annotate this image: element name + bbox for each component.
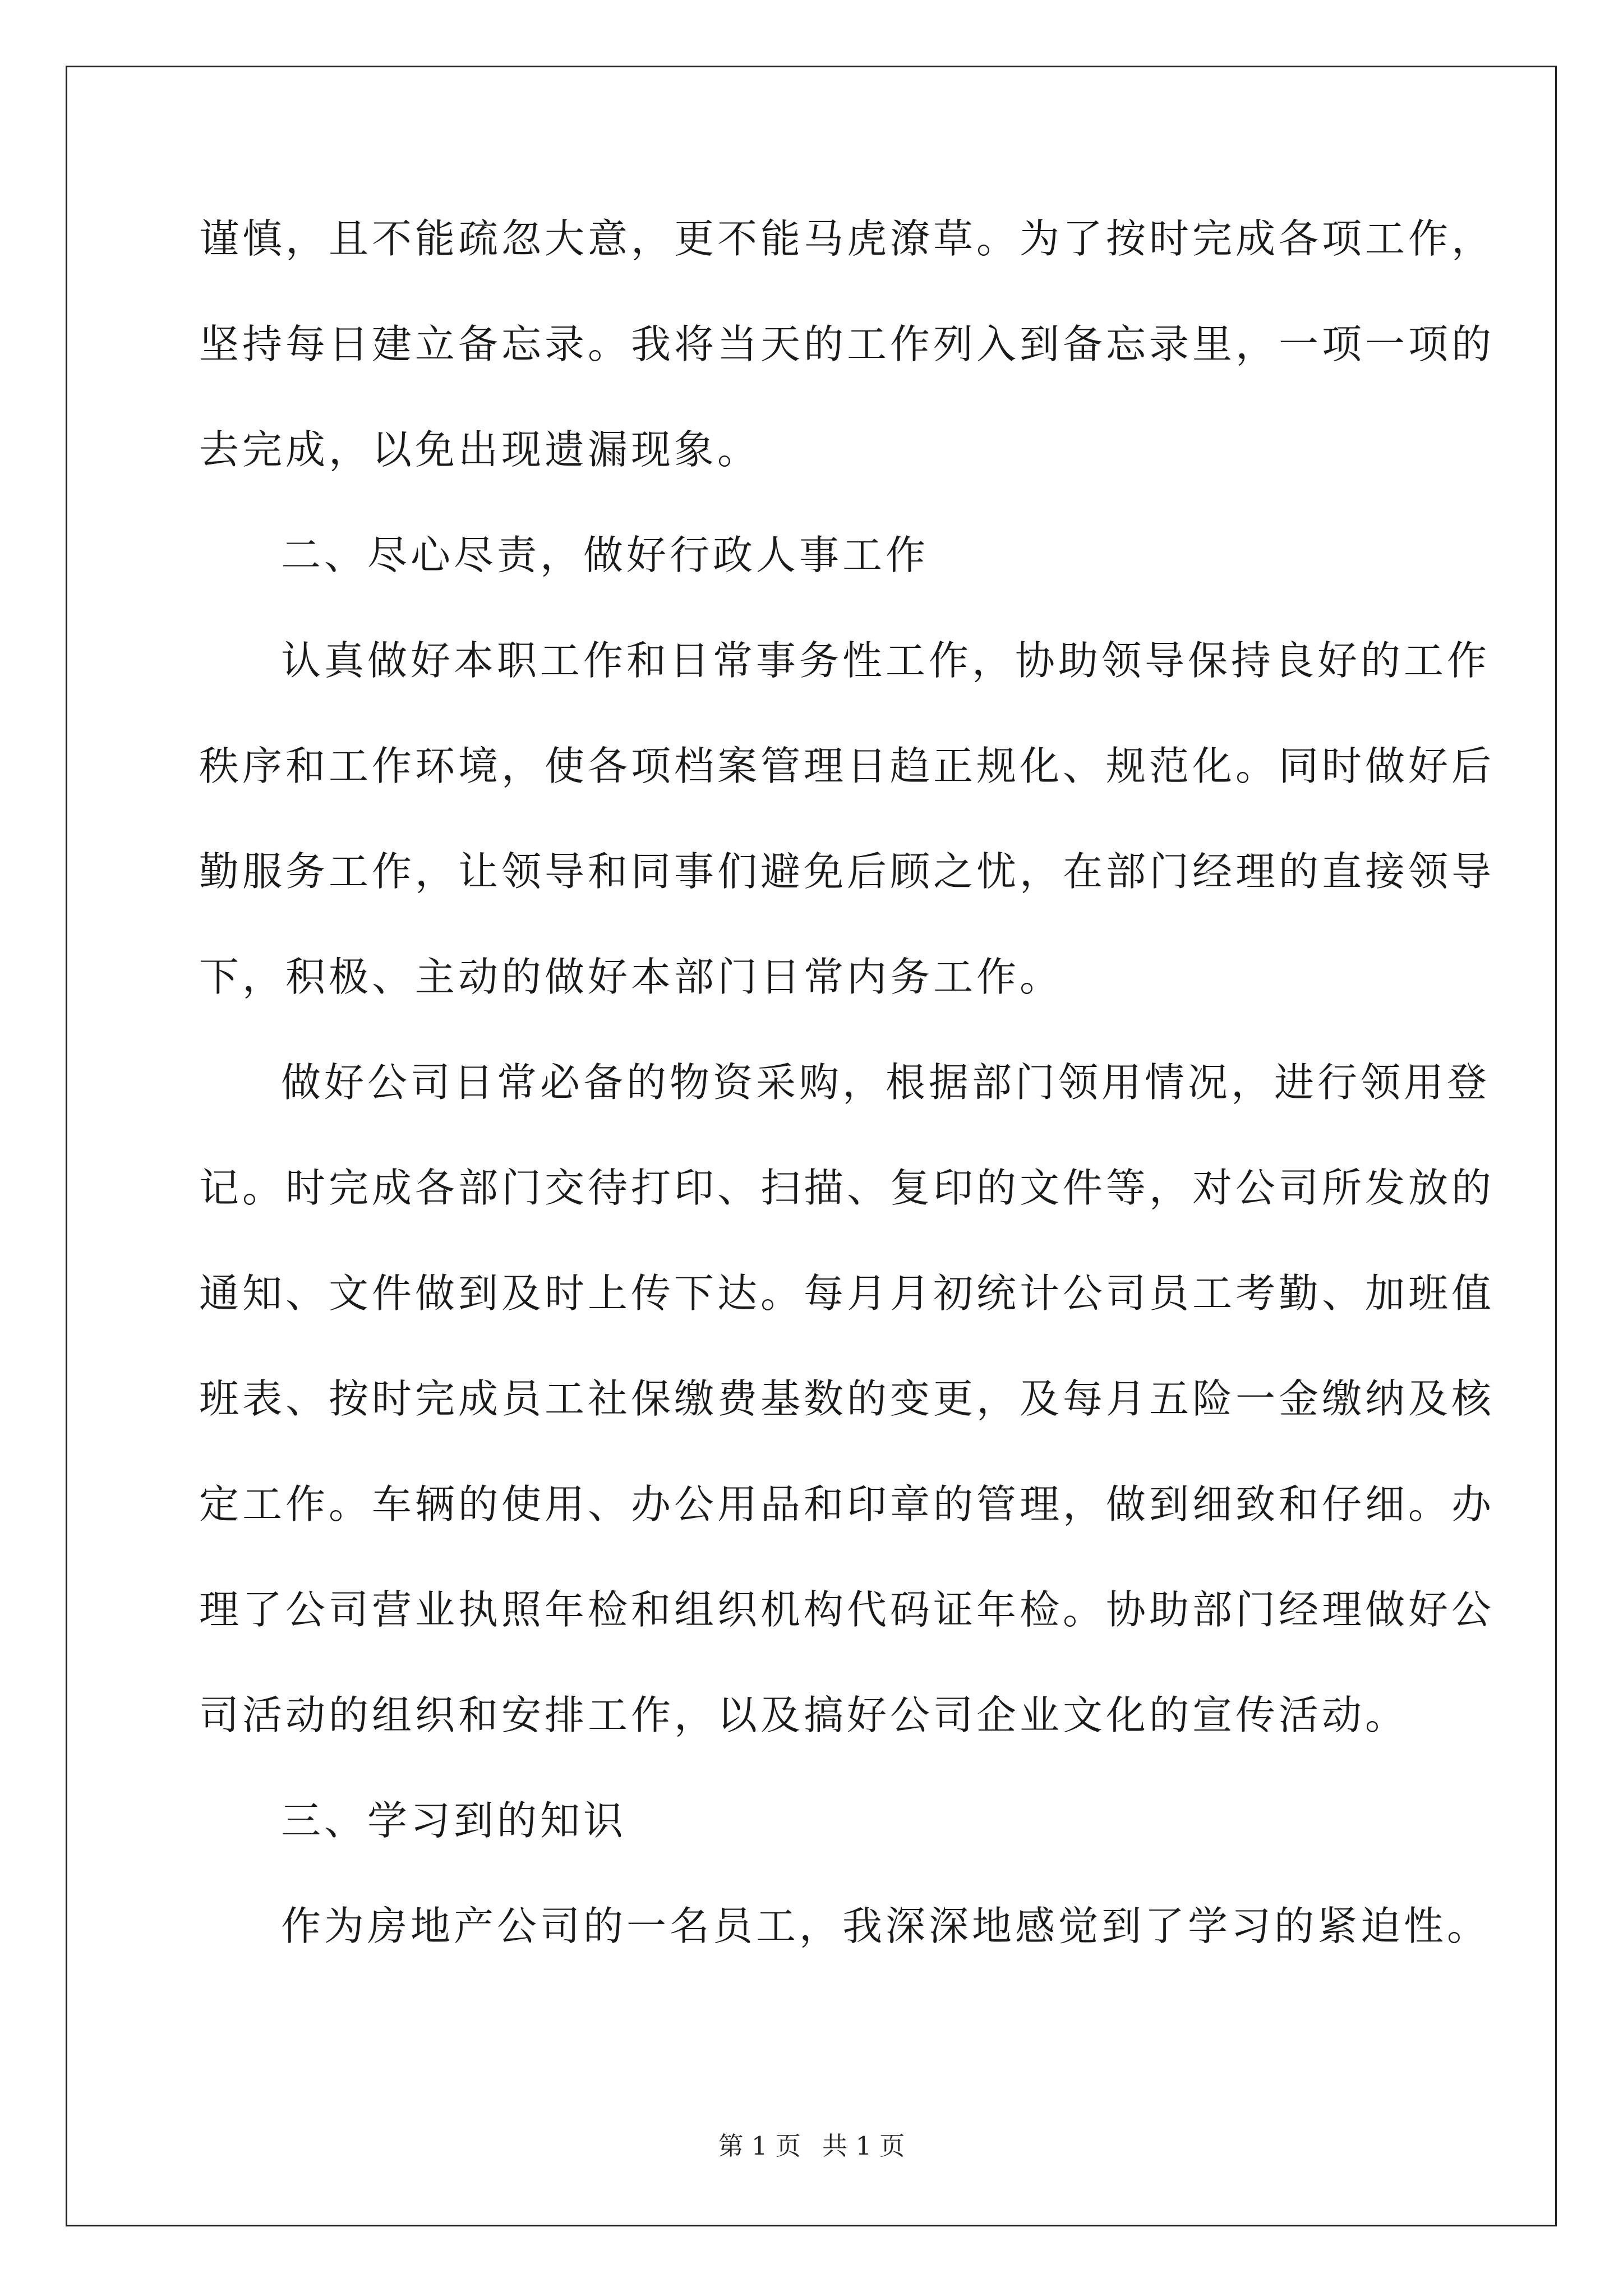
- section-heading: 三、学习到的知识: [281, 1797, 627, 1844]
- paragraph-line: 记。时完成各部门交待打印、扫描、复印的文件等，对公司所发放的: [199, 1165, 1495, 1211]
- paragraph-line: 班表、按时完成员工社保缴费基数的变更，及每月五险一金缴纳及核: [199, 1375, 1495, 1422]
- paragraph-line: 下，积极、主动的做好本部门日常内务工作。: [199, 954, 1063, 1000]
- paragraph-line: 通知、文件做到及时上传下达。每月月初统计公司员工考勤、加班值: [199, 1270, 1495, 1317]
- paragraph-line: 去完成，以免出现遗漏现象。: [199, 426, 761, 473]
- paragraph-line: 理了公司营业执照年检和组织机构代码证年检。协助部门经理做好公: [199, 1586, 1495, 1633]
- page-footer: [0, 2125, 1623, 2162]
- paragraph-line: 坚持每日建立备忘录。我将当天的工作列入到备忘录里，一项一项的: [199, 321, 1495, 367]
- paragraph-line: 勤服务工作，让领导和同事们避免后顾之忧，在部门经理的直接领导: [199, 848, 1495, 895]
- paragraph-line: 司活动的组织和安排工作，以及搞好公司企业文化的宣传活动。: [199, 1692, 1409, 1738]
- paragraph-line: 认真做好本职工作和日常事务性工作，协助领导保持良好的工作: [281, 637, 1491, 684]
- page-total: 共 1 页: [822, 2131, 905, 2161]
- paragraph-line: 谨慎，且不能疏忽大意，更不能马虎潦草。为了按时完成各项工作，: [199, 215, 1495, 262]
- section-heading: 二、尽心尽责，做好行政人事工作: [281, 532, 929, 578]
- paragraph-line: 秩序和工作环境，使各项档案管理日趋正规化、规范化。同时做好后: [199, 743, 1495, 789]
- paragraph-line: 定工作。车辆的使用、办公用品和印章的管理，做到细致和仔细。办: [199, 1481, 1495, 1527]
- page-number: 第 1 页: [718, 2131, 801, 2161]
- paragraph-line: 作为房地产公司的一名员工，我深深地感觉到了学习的紧迫性。: [281, 1903, 1491, 1949]
- paragraph-line: 做好公司日常必备的物资采购，根据部门领用情况，进行领用登: [281, 1059, 1491, 1106]
